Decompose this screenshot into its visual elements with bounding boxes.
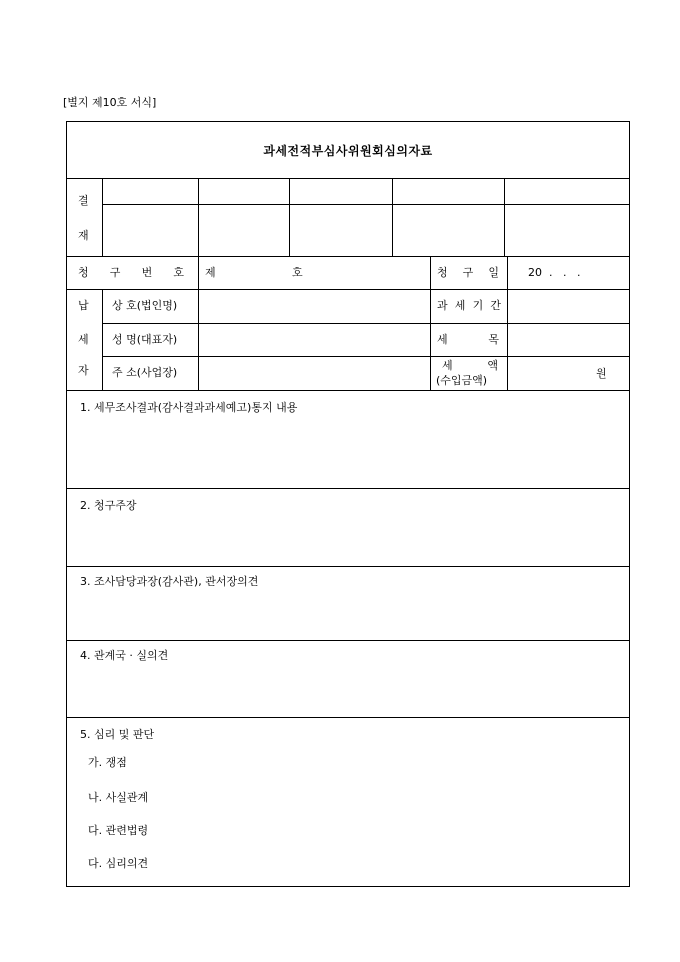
- claim-number-field[interactable]: [199, 257, 430, 289]
- document-title: 과세전적부심사위원회심의자료: [263, 144, 433, 158]
- tax-amount-field[interactable]: [508, 357, 630, 390]
- label-char: 구: [109, 266, 121, 279]
- tax-amount-label: [442, 359, 498, 373]
- representative-name-label: 성 명(대표자): [112, 333, 178, 346]
- approval-signature-cell[interactable]: [290, 205, 392, 256]
- section-2-heading: 2. 청구주장: [80, 499, 137, 512]
- section-4-content[interactable]: [67, 666, 629, 717]
- revenue-amount-label: (수입금액): [436, 374, 488, 387]
- label-char: 액: [487, 359, 498, 372]
- tax-period-field[interactable]: [508, 290, 630, 323]
- taxpayer-label-char: 세: [78, 333, 89, 346]
- section-5-item: 다. 관련법령: [88, 824, 149, 837]
- section-5-item: 다. 심리의견: [88, 857, 149, 870]
- address-label: 주 소(사업장): [112, 366, 178, 379]
- section-1-content[interactable]: [67, 418, 629, 488]
- approval-signature-cell[interactable]: [393, 205, 504, 256]
- label-char: 세: [442, 359, 453, 372]
- form-label: [별지 제10호 서식]: [63, 96, 157, 109]
- label-char: 호: [173, 266, 184, 279]
- section-2-content[interactable]: [67, 516, 629, 566]
- section-5-heading: 5. 심리 및 판단: [80, 728, 155, 741]
- claim-date-label: [437, 266, 499, 280]
- divider: [102, 289, 103, 390]
- section-5-item: 가. 쟁점: [88, 756, 127, 769]
- label-char: 청: [437, 266, 448, 279]
- won-unit: 원: [596, 367, 607, 380]
- label-char: 과: [437, 299, 448, 312]
- claim-number-label: [78, 266, 184, 280]
- claim-date-value[interactable]: 20 . . .: [528, 266, 581, 279]
- claim-number-prefix: 제: [205, 266, 216, 279]
- tax-item-label: [437, 333, 499, 347]
- section-5-item: 나. 사실관계: [88, 791, 149, 804]
- label-char: 기: [472, 299, 484, 312]
- approval-signature-cell[interactable]: [103, 205, 198, 256]
- business-name-field[interactable]: [199, 290, 430, 323]
- tax-period-label: [437, 299, 501, 313]
- divider: [66, 488, 630, 489]
- label-char: 일: [488, 266, 499, 279]
- divider: [66, 178, 630, 179]
- business-name-label: 상 호(법인명): [112, 299, 178, 312]
- taxpayer-label-char: 자: [78, 364, 89, 377]
- label-char: 세: [437, 333, 448, 346]
- address-field[interactable]: [199, 357, 430, 390]
- claim-number-suffix: 호: [292, 266, 303, 279]
- approval-signature-cell[interactable]: [505, 205, 630, 256]
- label-char: 목: [488, 333, 499, 346]
- label-char: 번: [141, 266, 153, 279]
- label-char: 간: [490, 299, 501, 312]
- label-char: 구: [462, 266, 474, 279]
- divider: [66, 390, 630, 391]
- divider: [430, 256, 431, 390]
- divider: [66, 640, 630, 641]
- divider: [66, 717, 630, 718]
- representative-name-field[interactable]: [199, 324, 430, 356]
- divider: [66, 566, 630, 567]
- approval-label-2: 재: [78, 229, 89, 242]
- approval-label-1: 결: [78, 194, 89, 207]
- section-1-heading: 1. 세무조사결과(감사결과과세예고)통지 내용: [80, 401, 298, 414]
- section-3-content[interactable]: [67, 592, 629, 640]
- label-char: 청: [78, 266, 89, 279]
- label-char: 세: [454, 299, 466, 312]
- taxpayer-label-char: 납: [78, 299, 89, 312]
- section-4-heading: 4. 관계국 · 실의견: [80, 649, 169, 662]
- approval-signature-cell[interactable]: [199, 205, 289, 256]
- section-3-heading: 3. 조사담당과장(감사관), 관서장의견: [80, 575, 259, 588]
- tax-item-field[interactable]: [508, 324, 630, 356]
